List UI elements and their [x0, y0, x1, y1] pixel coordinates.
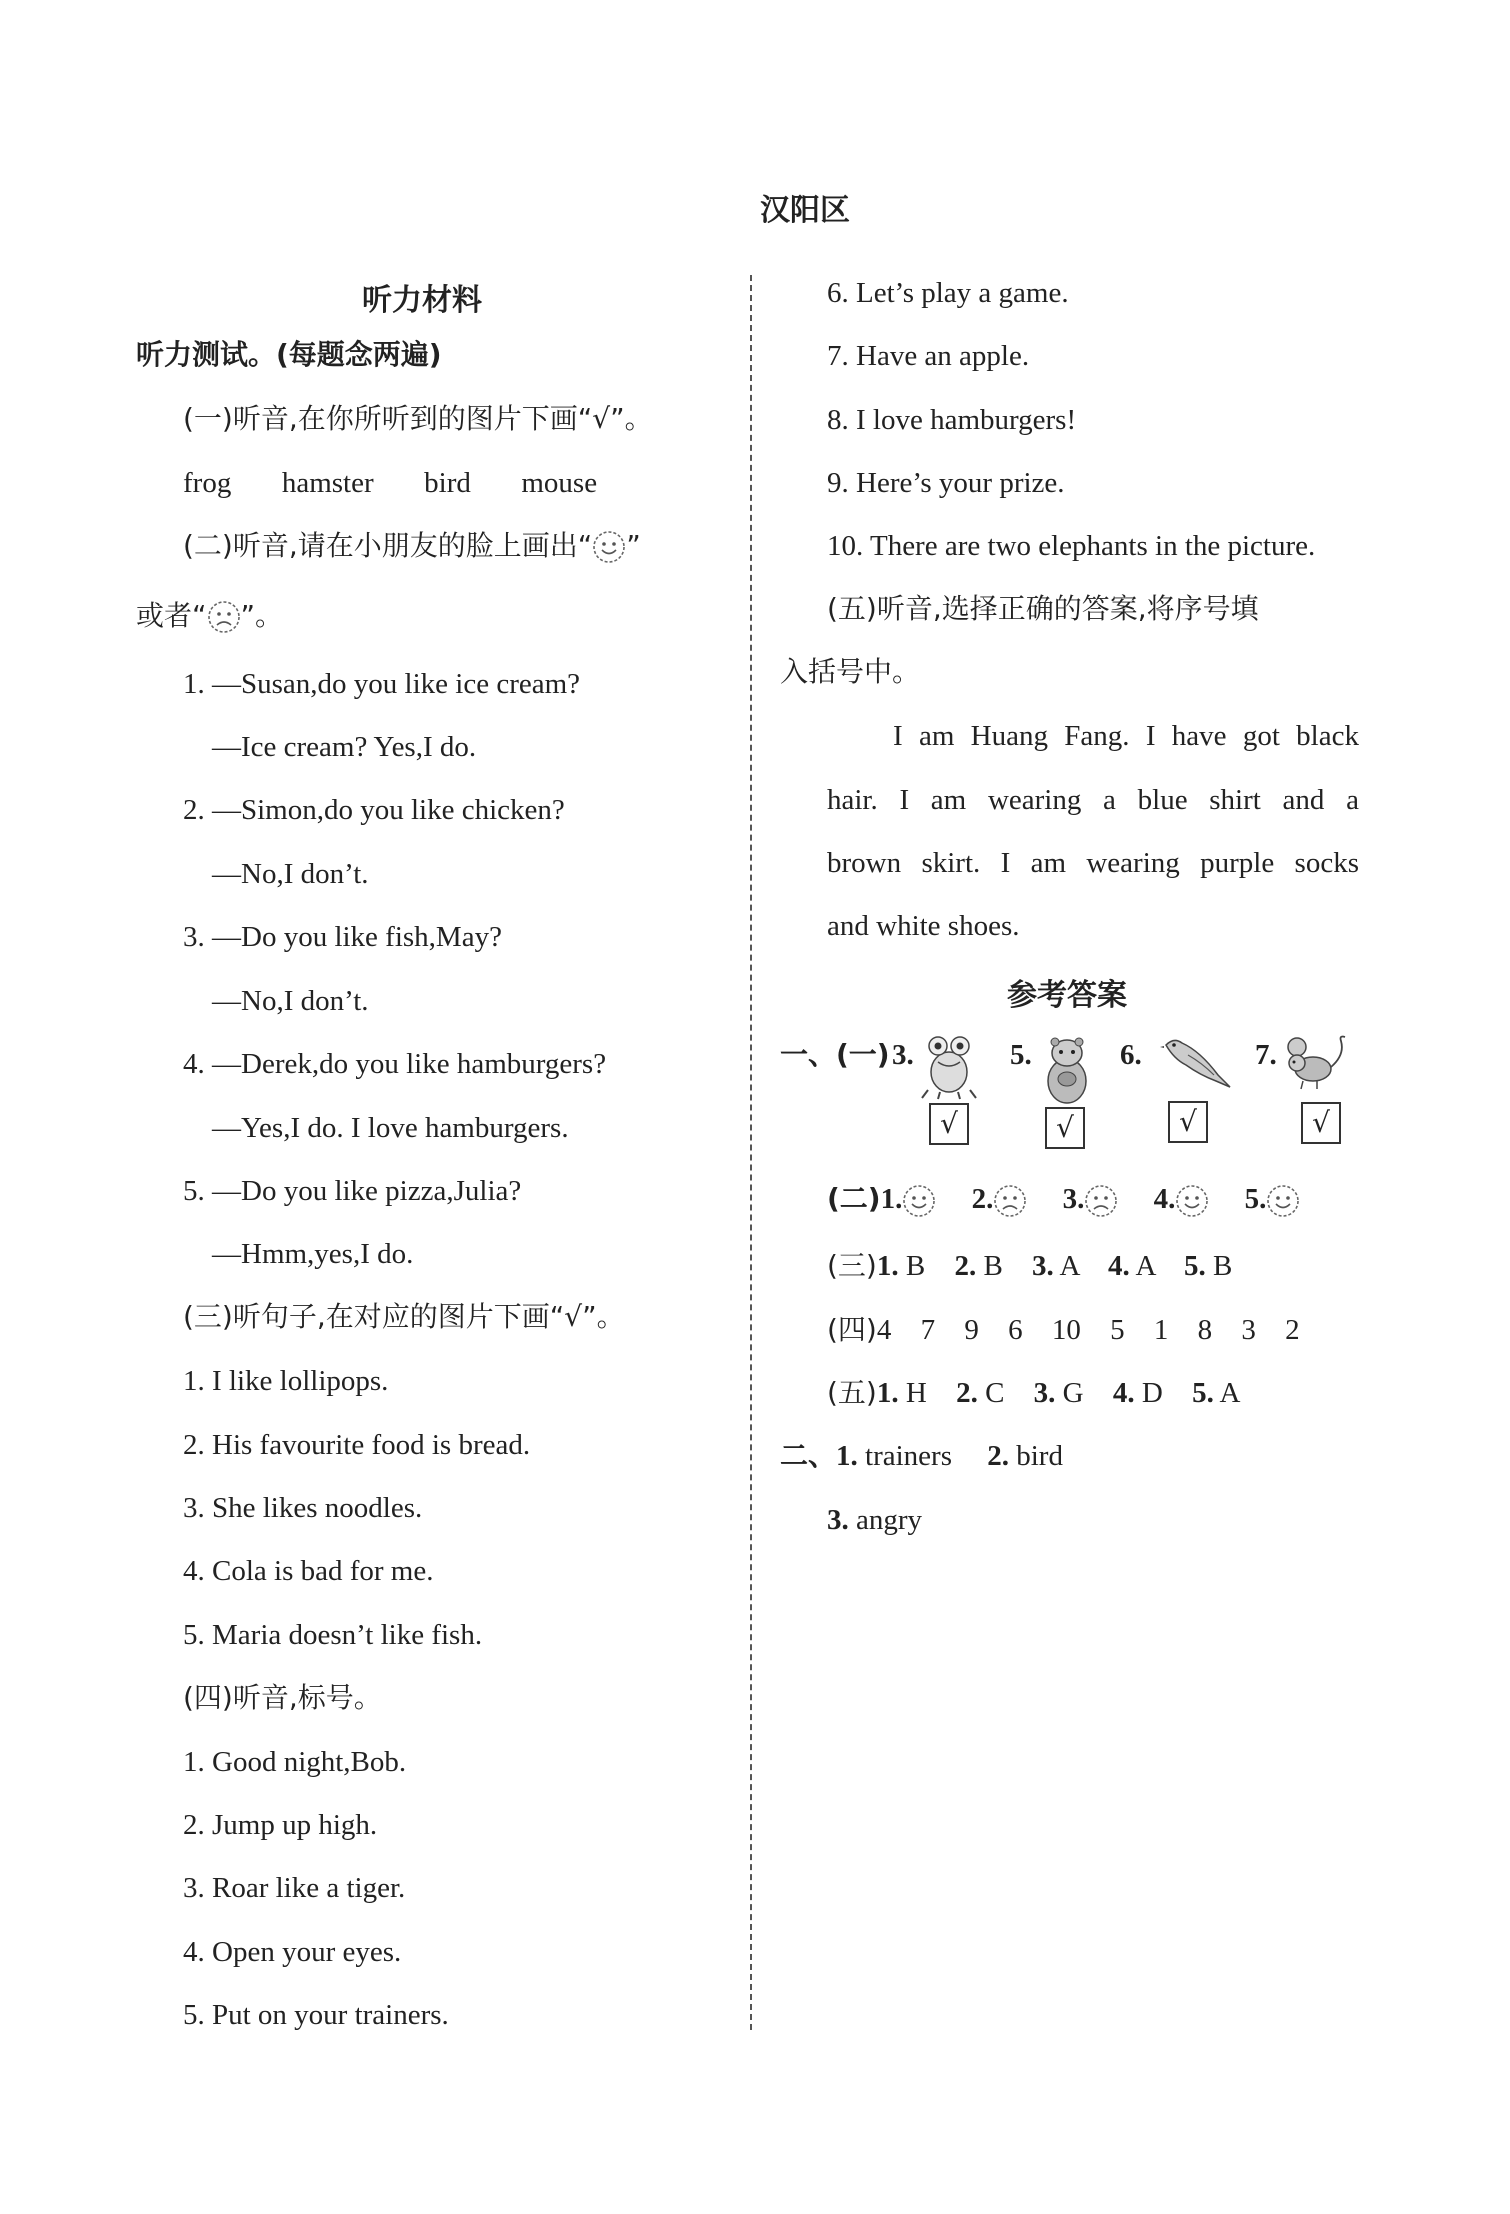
instruction-line: 10. There are two elephants in the picture.: [827, 530, 1316, 562]
answer-value: 8: [1197, 1314, 1213, 1346]
instruction-line: 3. Roar like a tiger.: [183, 1872, 406, 1904]
instruction-line: 7. Have an apple.: [827, 340, 1030, 372]
word-item: frog: [183, 467, 232, 499]
answer-num: 2.: [954, 1250, 977, 1282]
answer-part2-prefix: 二、: [780, 1439, 837, 1472]
answer-num: 1.: [880, 1183, 903, 1215]
answer-value: A: [1059, 1250, 1079, 1282]
answer-num: 3.: [827, 1504, 849, 1536]
answer-value: 3: [1241, 1314, 1256, 1346]
sentence-line: 1. I like lollipops.: [183, 1365, 389, 1397]
answer-value: trainers: [865, 1440, 952, 1472]
answer-part2-row: [780, 1438, 1063, 1474]
word-item: bird: [424, 467, 471, 499]
word-item: mouse: [521, 467, 598, 499]
passage-line: and white shoes.: [827, 910, 1020, 942]
section2-title-a: (二)听音,请在小朋友的脸上画出“: [183, 529, 593, 562]
dialogue-line: —No,I don’t.: [212, 985, 369, 1017]
instruction-line: 1. Good night,Bob.: [183, 1746, 407, 1778]
dialogue-line: —Ice cream? Yes,I do.: [212, 731, 477, 763]
passage-line: I am Huang Fang. I have got black: [893, 720, 1359, 752]
answer-num: 2.: [971, 1183, 994, 1215]
answer-value: 9: [964, 1314, 979, 1346]
bird-icon: [1160, 1035, 1232, 1093]
dialogue-line: —Yes,I do. I love hamburgers.: [212, 1112, 569, 1144]
answer3-prefix: (三): [827, 1249, 877, 1282]
answer-value: 1: [1153, 1314, 1169, 1346]
section2-title: [183, 528, 641, 564]
happy-face-icon: [592, 530, 626, 564]
answer-value: 5: [1110, 1314, 1125, 1346]
instruction-line: 2. Jump up high.: [183, 1809, 378, 1841]
listening-intro: 听力测试。(每题念两遍): [136, 338, 442, 371]
section3-title: (三)听句子,在对应的图片下画“√”。: [183, 1300, 625, 1333]
dialogue-line: 1. —Susan,do you like ice cream?: [183, 668, 581, 700]
section1-title: (一)听音,在你所听到的图片下画“√”。: [183, 402, 653, 435]
dialogue-line: 2. —Simon,do you like chicken?: [183, 794, 565, 826]
answer-value: 6: [1008, 1314, 1023, 1346]
passage-line: brown skirt. I am wearing purple socks: [827, 847, 1359, 879]
answer-checkbox: √: [929, 1103, 969, 1145]
answer-value: C: [985, 1377, 1005, 1409]
frog-icon: [918, 1032, 980, 1100]
answer5-row: [827, 1375, 1240, 1411]
dialogue-line: 4. —Derek,do you like hamburgers?: [183, 1048, 607, 1080]
section5-title-cont: 入括号中。: [780, 655, 921, 688]
instruction-line: 4. Open your eyes.: [183, 1936, 402, 1968]
answer3-row: [827, 1248, 1232, 1284]
happy-face-icon: [1266, 1184, 1300, 1218]
dialogue-line: —Hmm,yes,I do.: [212, 1238, 414, 1270]
answer2-prefix: (二): [827, 1182, 881, 1215]
answer1-prefix: 一、(一): [780, 1038, 890, 1071]
answer-value: A: [1219, 1377, 1241, 1409]
answers-heading: 参考答案: [1007, 978, 1127, 1013]
answer-checkbox: √: [1045, 1107, 1085, 1149]
answer-num: 1.: [836, 1440, 858, 1472]
answer-num: 1.: [876, 1250, 899, 1282]
answer-value: bird: [1016, 1440, 1063, 1472]
answer-num: 4.: [1153, 1183, 1176, 1215]
answer-checkbox: √: [1168, 1101, 1208, 1143]
sentence-line: 3. She likes noodles.: [183, 1492, 423, 1524]
answer-checkbox: √: [1301, 1102, 1341, 1144]
dialogue-line: 5. —Do you like pizza,Julia?: [183, 1175, 522, 1207]
happy-face-icon: [902, 1184, 936, 1218]
answer4-prefix: (四): [827, 1313, 877, 1346]
instruction-line: 5. Put on your trainers.: [183, 1999, 449, 2031]
hamster-icon: [1042, 1035, 1092, 1107]
answer-value: G: [1062, 1377, 1084, 1409]
sad-face-icon: [207, 600, 241, 634]
sentence-line: 4. Cola is bad for me.: [183, 1555, 434, 1587]
instruction-line: 9. Here’s your prize.: [827, 467, 1065, 499]
answer-value: 4: [876, 1314, 892, 1346]
answer-num: 6.: [1120, 1039, 1142, 1071]
answer-value: H: [905, 1377, 927, 1409]
sentence-line: 2. His favourite food is bread.: [183, 1429, 531, 1461]
answer-value: 10: [1051, 1314, 1081, 1346]
sad-face-icon: [1084, 1184, 1118, 1218]
answer-num: 4.: [1108, 1250, 1130, 1282]
answer-num: 2.: [956, 1377, 978, 1409]
answer-value: 2: [1285, 1314, 1300, 1346]
page-title: 汉阳区: [760, 193, 850, 228]
answer-value: 7: [920, 1314, 936, 1346]
sad-face-icon: [993, 1184, 1027, 1218]
answer-num: 2.: [987, 1440, 1009, 1472]
answer-value: B: [983, 1250, 1003, 1282]
section4-title: (四)听音,标号。: [183, 1681, 382, 1714]
listening-heading: 听力材料: [362, 283, 482, 318]
answer-num: 4.: [1112, 1377, 1135, 1409]
word-item: hamster: [281, 467, 374, 499]
answer-value: angry: [856, 1504, 923, 1536]
answer2-row: [827, 1181, 1300, 1218]
answer-num: 3.: [892, 1039, 914, 1071]
answer-num: 3.: [1062, 1183, 1085, 1215]
section2-title-c: 或者“: [136, 599, 207, 632]
dialogue-line: 3. —Do you like fish,May?: [183, 921, 502, 953]
dialogue-line: —No,I don’t.: [212, 858, 369, 890]
answer-num: 3.: [1033, 1377, 1056, 1409]
sentence-line: 5. Maria doesn’t like fish.: [183, 1619, 483, 1651]
answer4-row: [827, 1312, 1300, 1348]
answer-num: 5.: [1010, 1039, 1032, 1071]
answer-num: 3.: [1032, 1250, 1054, 1282]
answer-value: D: [1141, 1377, 1163, 1409]
section2-title-cont: [136, 598, 283, 634]
happy-face-icon: [1175, 1184, 1209, 1218]
answer-value: B: [1213, 1250, 1233, 1282]
section2-title-b: ”: [626, 529, 641, 562]
answer-num: 7.: [1255, 1039, 1277, 1071]
mouse-icon: [1283, 1035, 1353, 1095]
answer-num: 5.: [1184, 1250, 1206, 1282]
passage-line: hair. I am wearing a blue shirt and a: [827, 784, 1359, 816]
column-divider: [750, 275, 752, 2030]
answer-value: B: [905, 1250, 926, 1282]
instruction-line: 8. I love hamburgers!: [827, 404, 1077, 436]
answer5-prefix: (五): [827, 1376, 877, 1409]
answer-value: A: [1135, 1250, 1155, 1282]
answer-part2-row2: [827, 1502, 922, 1538]
answer-num: 5.: [1192, 1377, 1214, 1409]
section2-title-d: ”。: [240, 599, 284, 632]
section5-title: (五)听音,选择正确的答案,将序号填: [827, 592, 1259, 625]
answer-num: 5.: [1244, 1183, 1267, 1215]
answer-num: 1.: [876, 1377, 899, 1409]
section1-words: [183, 465, 597, 501]
instruction-line: 6. Let’s play a game.: [827, 277, 1069, 309]
